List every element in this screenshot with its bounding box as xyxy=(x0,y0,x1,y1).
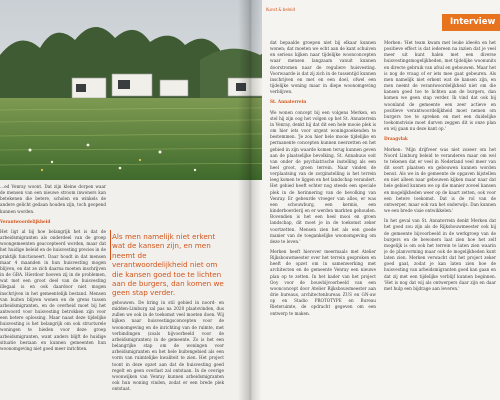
paragraph: In het geval van St. Annaterrein denkt Merken dat het goed zou zijn als de Rijksbouwmeester ook bij de gemeente bijvoorbeeld in de werkgroep van de burgers en de bewoners laat zien hoe het zelf mogelijk is om ook het terrein te laten zien waarin je de planvorming maar ook de mogelijkheden kunt laten zien. Merken verwacht dat het project zeker goed gaat, zodat je kan laten zien hoe de huisvesting van arbeidsmigranten goed kan gaan en dat zij met een tijdelijke verblijf kunnen beginnen. 'Het is nog dat wij als ontwerpers daar zijn en daar met hulp een bijdrage aan leveren.' xyxy=(384,218,496,291)
subheading: Draagvlak xyxy=(384,136,408,142)
subheading: St. Annaterrein xyxy=(270,99,307,105)
paragraph: Merken: 'Het team kwam met leuke ideeën en het positieve effect is dat iedereen na inzien dat je veel meer uit kunt halen met een diverse huisvestingsmogelijkheden, met tijdelijke woonunits en directe gebruik van afval en gebouwen. Maar het is nog de vraag of er iets mee gaat gebeuren. Als men namelijk niet erkent wat de kansen zijn, en men neemt de verantwoordelijkheid niet om die kansen goed toe te lichten aan de burgers, dan komen we geen stap verder. Ik vind dat ook bij woonland de gemeente een zeer actieve en positieve verantwoordelijkheid moet nemen om burgers toe te spreken en met een duidelijke toekomstvisie moet durven zeggen dit is onze plan en wij gaan nu deze kant op.' xyxy=(384,40,496,132)
pull-quote-rule xyxy=(110,230,111,260)
paragraph: dat bepaalde groepen niet bij elkaar kunnen wonen; dat moeten we echt aan de kant schuiven en serieus kijken naar tijdelijke woonconcepten waar mensen langzaam vanuit kunnen doorstromen naar de reguliere huisvesting. Voorwaarde is dat zij zich in de tussentijd kunnen inschrijven en met en een doel, ofwel een tijdelijke woning maar in diepe woonomgeving verblijven. xyxy=(270,40,376,95)
paragraph: Merken heeft hierover meermaals met Atelier Rijksbouwmeester over het terrein gesproken en heeft de opzet om in samenwerking met architecten en de gemeente Venray een nieuwe plan op te zetten. In het kader van het project Ooy voor de bouwbijvoorbeeld van een woonconcept door Atelier Rijksbouwmeester aan drie bureaus, architectenbureau ZUS en GN-aw op en Stadio PROTOTYPE en Bureau Rieteruimte, de opdracht gegeven om een ontwerp te maken. xyxy=(270,249,376,316)
paragraph: gebouwen. De kring in stil gebied in noord- en midden-Limburg zal pas na 2020 plaatsvinden, dus zullen we ook in de toekomst veel moeten doen. Wij kijken naar huisvestingsconcepten voor de woonomgeving en de inrichting van de ruimte, met verbindingen (zoals bijvoorbeeld voor de arbeidsmigranten) in de gemeente. Zo is het een belangrijke stap om de woningen voor arbeidsmigranten en het hele buitengebied als een vorm van ruimtelijke kwaliteit te zien. Het project toont in deze opzet aan dat de huisvesting geed regelt en geen overlast zal ontstaan. In de overige woonwijken van Venray kunnen arbeidsmigranten ook hun woning vinden, zodat er een brede plek ontstaat. xyxy=(112,300,224,392)
left-column-2 xyxy=(112,300,224,398)
page-gutter xyxy=(238,0,262,400)
paragraph: …ed Venray woont. Dat zijn kleine dorpen waar de mensen van een nieuwe stroom inwoners kan betekenen die betere, scholen en winkels de andere gelicht gedaan houden zijn, toch geopend kunnen worden. xyxy=(0,184,106,214)
pull-quote: Als men namelijk niet erkent wat de kansen zijn, en men neemt de verantwoordelijkheid niet om die kansen goed toe te lichten aan de burgers, dan komen we geen stap verder. xyxy=(112,232,224,298)
section-tag-interview: Interview xyxy=(442,14,500,31)
right-column-1 xyxy=(270,40,376,398)
subheading: Verantwoordelijkheid xyxy=(0,218,51,224)
paragraph: We wonen concept bij een volgens Merken, en stel hij zijn oog het volgen op het St. Annaterrein in Venray, denkt hij dat dit een hele mooie plek is om hier iets voor urgent woningzoekenden te bestemmen. 'Je zou hier hele mooie tijdelijke en permanente concepten kunnen neerzetten en het gebied in zijn waarde komen terug kunnen geven aan de plaatselijke bevolking. St. Annahuus ooit van onder de psychiatrische instelling als een heel groot, groen terrein. Naar vinden de verplaatsing van de zorginstelling is het terrein leeg komen te liggen en het landschap verandert. Het gebied heeft echter nog steeds een speciale plek in de herinnering van de bevolking van Venray. Er gebeurde vroeger van alles, er was een schouwburg, een kermis, een kinderboerderij en er werden markten gehouden. Bovendien is het een heel mooi en groen landschap, dit moet je in de toekomst zeker voortzetten. Mensen zien het als een goede manier van de toegankelijke woonomgeving om deze te leven.' xyxy=(270,109,376,244)
left-column-1 xyxy=(0,184,106,398)
right-column-2 xyxy=(384,40,496,398)
paragraph: Merken: 'Mijn drijfveer was niet zozeer om het Noord Limburg beleid te veranderen maar om wel te tekenen dat er veel in Nederland veel meer van dit soort plaatsen en gebouwen kunnen worden benut. Als we in de gemeente de opgaven bijstellen en niet alleen naar gebouwen kijken maar naar dat hele gebied kunnen we op die manier zoveel kansen en mogelijkheden weer op de kaart zetten, ook voor een betere toekomst. Dat is de rol van de ontwerper, maar ook van het onderwijs. Dan kunnen we een brede visie ontwikkelen.' xyxy=(384,146,496,214)
running-head: Kunst & beleid xyxy=(266,7,296,12)
paragraph: Het ligt al bij hoe belangrijk het is dat de arbeidsmigranten als onderdeel van de groep woongemeenten geaccepteerd worden, maar dat het huidige beleid en de huisvesting precies in de praktijk functioneert. Daar houdt in dat mensen maar 4 maanden in hun huisvesting mogen blijven, en dat ze zich daarna moeten inschrijven in de GBA. Hierdoor hoeven zij in de problemen, wat met een groot deel van de huisvesting illegaal is en ook daardoor niet mogen inschrijven in het gemeentelijk bestand. Mensen van buiten blijven wonen en de grens tussen arbeidsmigranten, en de overheid moet bij het antwoord voor huisvesting betrokken zijn voor een betere oplossing. Maar naast deze tijdelijke huisvesting is het belangrijk om ook structurele woningen te bieden voor deze groep arbeidsmigranten, want anders blijft de huidige situatie bestaan en kunnen gemeenten hun woonomgeving niet goed meer inrichten. xyxy=(0,228,106,351)
